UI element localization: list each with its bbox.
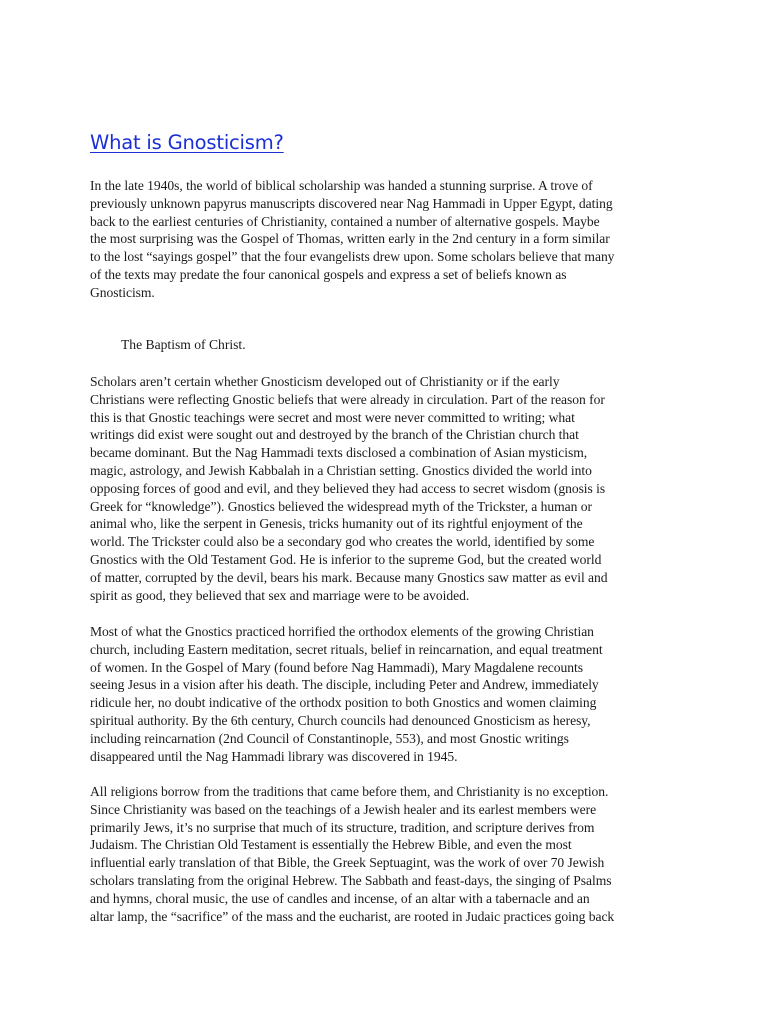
text-line: opposing forces of good and evil, and they believed they had access to secret wisdom (gnosis is <box>90 480 606 496</box>
text-line: writings did exist were sought out and destroyed by the branch of the Christian church that <box>90 427 579 443</box>
text-line: animal who, like the serpent in Genesis, tricks humanity out of its rightful enjoyment of the <box>90 516 583 532</box>
page-title[interactable]: What is Gnosticism? <box>90 131 284 154</box>
text-line: Gnosticism. <box>90 284 155 300</box>
text-line: spirit as good, they believed that sex and marriage were to be avoided. <box>90 587 470 603</box>
text-line: Christians were reflecting Gnostic beliefs that were already in circulation. Part of the reason for <box>90 391 605 407</box>
text-line: and hymns, choral music, the use of candles and incense, of an altar with a tabernacle and an <box>90 890 590 906</box>
text-line: altar lamp, the “sacrifice” of the mass and the eucharist, are rooted in Judaic practices going back <box>90 908 615 924</box>
paragraph-origins <box>90 373 686 604</box>
text-line: Gnostics with the Old Testament God. He is inferior to the supreme God, but the created world <box>90 551 602 567</box>
paragraph-practices <box>90 623 686 765</box>
text-line: of women. In the Gospel of Mary (found before Nag Hammadi), Mary Magdalene recounts <box>90 659 583 675</box>
text-line: back to the earliest centuries of Christianity, contained a number of alternative gospels. Maybe <box>90 213 600 229</box>
text-line: Scholars aren’t certain whether Gnosticism developed out of Christianity or if the early <box>90 374 560 389</box>
text-line: including reincarnation (2nd Council of Constantinople, 553), and most Gnostic writings <box>90 730 569 746</box>
text-line: Most of what the Gnostics practiced horrified the orthodox elements of the growing Christian <box>90 624 594 639</box>
text-line: of matter, corrupted by the devil, bears his mark. Because many Gnostics saw matter as evil and <box>90 569 608 585</box>
text-line: spiritual authority. By the 6th century, Church councils had denounced Gnosticism as heresy, <box>90 712 591 728</box>
text-line: world. The Trickster could also be a secondary god who creates the world, identified by some <box>90 534 595 550</box>
text-line: to the lost “sayings gospel” that the four evangelists drew upon. Some scholars believe that many <box>90 249 615 265</box>
text-line: disappeared until the Nag Hammadi library was discovered in 1945. <box>90 748 458 764</box>
text-line: Since Christianity was based on the teachings of a Jewish healer and its earlest members were <box>90 801 597 817</box>
text-line: Judaism. The Christian Old Testament is essentially the Hebrew Bible, and even the most <box>90 837 572 853</box>
text-line: church, including Eastern meditation, secret rituals, belief in reincarnation, and equal treatment <box>90 641 603 657</box>
text-line: magic, astrology, and Jewish Kabbalah in a Christian setting. Gnostics divided the world into <box>90 462 592 478</box>
text-line: previously unknown papyrus manuscripts discovered near Nag Hammadi in Upper Egypt, dating <box>90 195 613 211</box>
text-line: seeing Jesus in a vision after his death. The disciple, including Peter and Andrew, immediately <box>90 677 599 693</box>
text-line: Greek for “knowledge”). Gnostics believed the widespread myth of the Trickster, a human or <box>90 498 592 514</box>
paragraph-intro <box>90 177 686 302</box>
text-line: this is that Gnostic teachings were secret and most were never committed to writing; what <box>90 409 575 425</box>
text-line: the most surprising was the Gospel of Thomas, written early in the 2nd century in a form similar <box>90 231 610 247</box>
text-line: In the late 1940s, the world of biblical scholarship was handed a stunning surprise. A trove of <box>90 178 593 193</box>
text-line: influential early translation of that Bible, the Greek Septuagint, was the work of over 70 Jewish <box>90 855 605 871</box>
text-line: became dominant. But the Nag Hammadi texts disclosed a combination of Asian mysticism, <box>90 445 588 461</box>
text-line: primarily Jews, it’s no surprise that much of its structure, tradition, and scripture derives from <box>90 819 595 835</box>
text-line: of the texts may predate the four canonical gospels and express a set of beliefs known as <box>90 266 567 282</box>
text-line: scholars translating from the original Hebrew. The Sabbath and feast-days, the singing of Psalms <box>90 872 612 888</box>
text-line: All religions borrow from the traditions that came before them, and Christianity is no exception. <box>90 784 609 799</box>
paragraph-traditions <box>90 783 686 925</box>
image-caption: The Baptism of Christ. <box>121 337 246 352</box>
text-line: ridicule her, no doubt indicative of the orthodx position to both Gnostics and women claiming <box>90 695 597 711</box>
